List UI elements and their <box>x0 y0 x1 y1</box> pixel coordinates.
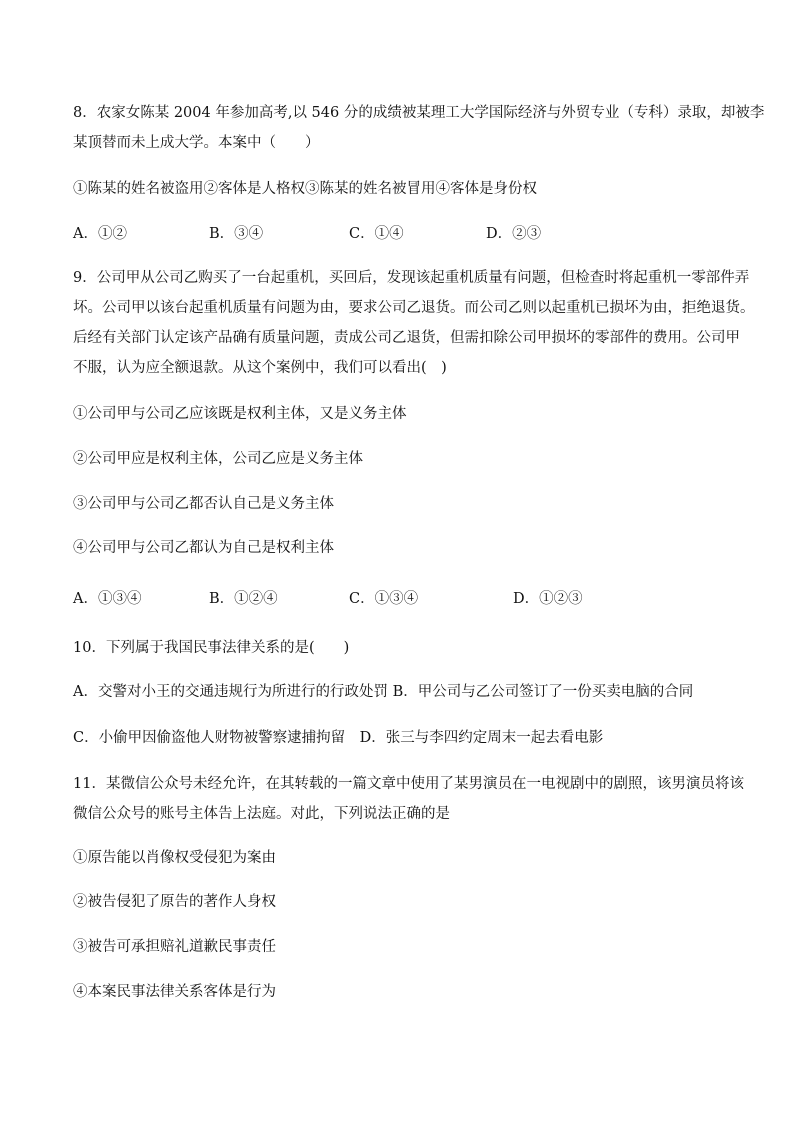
q9-statement-4: ④公司甲与公司乙都认为自己是权利主体 <box>73 540 334 556</box>
q9-statement-3: ③公司甲与公司乙都否认自己是义务主体 <box>73 496 334 512</box>
q9-statement-1: ①公司甲与公司乙应该既是权利主体，又是义务主体 <box>73 406 407 422</box>
q8-stem-line-1: 8．农家女陈某 2004 年参加高考,以 546 分的成绩被某理工大学国际经济与外贸专业（专科）录取，却被李 <box>73 105 765 121</box>
q9-statement-2: ②公司甲应是权利主体，公司乙应是义务主体 <box>73 451 363 467</box>
q11-stem-line-2: 微信公众号的账号主体告上法庭。对此，下列说法正确的是 <box>73 806 450 822</box>
q11-statement-4: ④本案民事法律关系客体是行为 <box>73 984 276 1000</box>
q9-options <box>73 589 733 609</box>
q9-stem-line-3: 后经有关部门认定该产品确有质量问题，责成公司乙退货，但需扣除公司甲损坏的零部件的费用。公司甲 <box>73 330 740 346</box>
q10-options-line-1: A．交警对小王的交通违规行为所进行的行政处罚 B．甲公司与乙公司签订了一份买卖电脑的合同 <box>73 684 694 700</box>
q10-options-line-2: C．小偷甲因偷盗他人财物被警察逮捕拘留 D．张三与李四约定周末一起去看电影 <box>73 730 604 746</box>
q8-option-d: D．②③ <box>486 226 542 242</box>
q10-stem: 10．下列属于我国民事法律关系的是( ) <box>73 640 350 656</box>
q8-statements: ①陈某的姓名被盗用②客体是人格权③陈某的姓名被冒用④客体是身份权 <box>73 181 537 197</box>
q11-statement-2: ②被告侵犯了原告的著作人身权 <box>73 894 276 910</box>
q8-option-b: B．③④ <box>209 226 264 242</box>
q9-stem-line-4: 不服，认为应全额退款。从这个案例中，我们可以看出( ) <box>73 360 447 376</box>
q8-options <box>73 224 733 244</box>
q9-option-a: A．①③④ <box>73 591 142 607</box>
q9-stem-line-2: 坏。公司甲以该台起重机质量有问题为由，要求公司乙退货。而公司乙则以起重机已损坏为由，拒绝退货。 <box>73 300 755 316</box>
q8-stem-line-2: 某顶替而未上成大学。本案中（ ） <box>73 135 320 151</box>
q9-option-b: B．①②④ <box>209 591 278 607</box>
q9-option-c: C．①③④ <box>349 591 419 607</box>
q9-option-d: D．①②③ <box>513 591 583 607</box>
q11-stem-line-1: 11．某微信公众号未经允许，在其转载的一篇文章中使用了某男演员在一电视剧中的剧照，该男演员将该 <box>73 776 744 792</box>
q8-option-a: A．①② <box>73 226 127 242</box>
q9-stem-line-1: 9．公司甲从公司乙购买了一台起重机，买回后，发现该起重机质量有问题，但检查时将起重机一零部件弄 <box>73 270 750 286</box>
q8-option-c: C．①④ <box>349 226 404 242</box>
q11-statement-1: ①原告能以肖像权受侵犯为案由 <box>73 850 276 866</box>
q11-statement-3: ③被告可承担赔礼道歉民事责任 <box>73 939 276 955</box>
